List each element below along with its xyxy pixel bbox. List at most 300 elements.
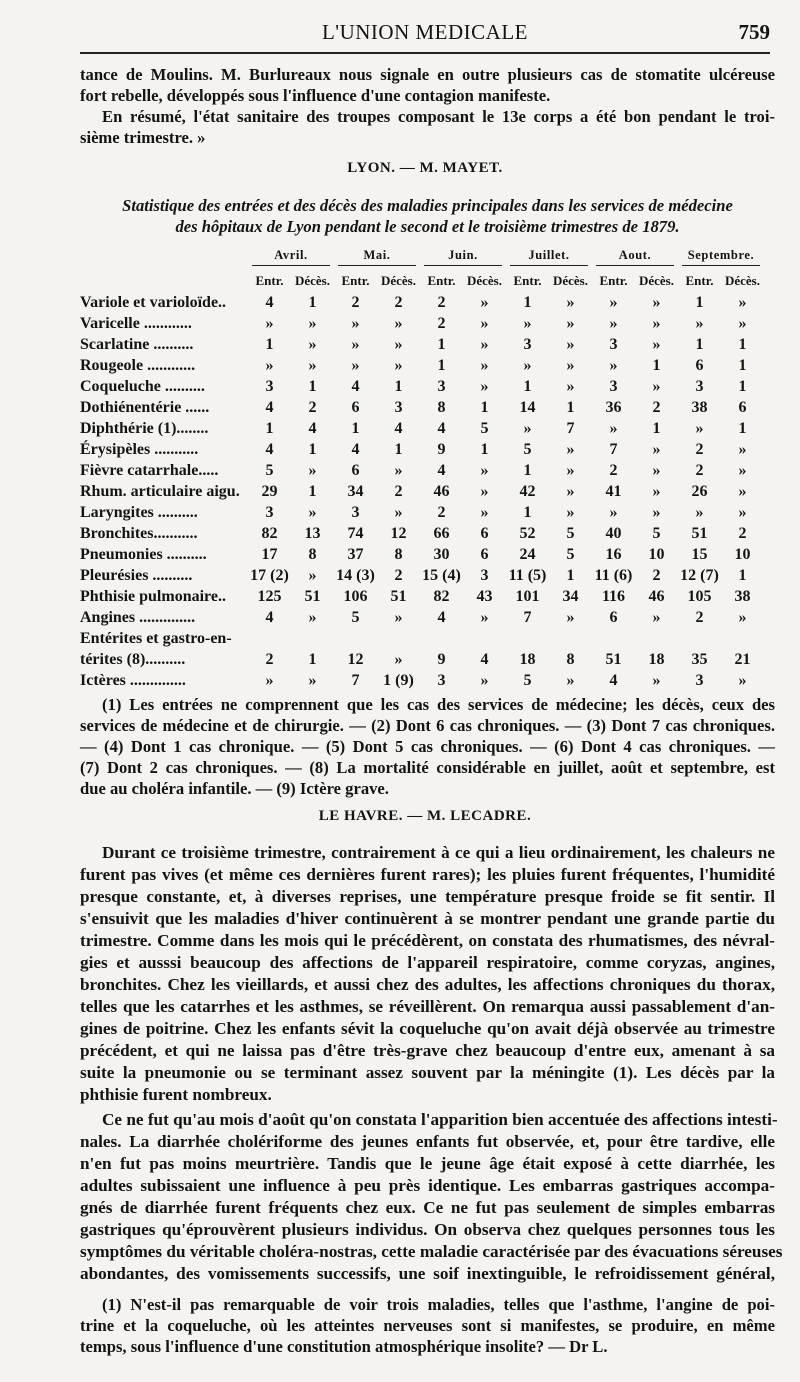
entries-cell: 11 (5) [508,566,547,584]
deaths-cell: 1 [566,566,575,584]
column-header-entries: Entr. [255,273,284,288]
deaths-cell: 1 [738,419,747,437]
entries-cell [678,628,721,649]
column-header-entries: Entr. [599,273,628,288]
entries-cell: 7 [351,671,360,689]
deaths-cell: » [738,482,747,500]
month-header: Juillet. [506,248,592,270]
deaths-cell: » [652,608,661,626]
entries-cell: 26 [691,482,708,500]
table-row [80,397,764,418]
deaths-cell: » [480,293,489,311]
entries-cell: 82 [261,524,278,542]
deaths-cell: » [480,356,489,374]
footnote-line: services de médecine et de chirurgie. — (2) Dont 6 cas chroniques. — (3) Dont 7 cas chroniques. [80,716,775,735]
entries-cell [420,628,463,649]
page-number: 759 [738,20,770,44]
statistics-title-line: des hôpitaux de Lyon pendant le second et le troisième trimestres de 1879. [175,217,680,236]
entries-cell: 2 [695,608,704,626]
deaths-cell: 10 [648,545,665,563]
deaths-cell: » [652,461,661,479]
disease-name: Laryngites .......... [80,503,198,521]
deaths-cell: » [308,566,317,584]
table-row [80,628,764,649]
deaths-cell: 1 [308,482,317,500]
deaths-cell: » [566,356,575,374]
text-line: sième trimestre. » [80,128,206,147]
disease-name: Rougeole ............ [80,356,196,374]
deaths-cell: 1 [308,293,317,311]
entries-cell: 125 [257,587,282,605]
deaths-cell: » [394,335,403,353]
deaths-cell: » [566,314,575,332]
deaths-cell: 2 [394,293,403,311]
deaths-cell: 6 [480,545,489,563]
entries-cell [506,628,549,649]
column-header-deaths: Décès. [552,273,588,288]
deaths-cell: » [394,608,403,626]
month-header: Aout. [592,248,678,270]
deaths-cell: » [652,335,661,353]
entries-cell [592,628,635,649]
deaths-cell: » [480,314,489,332]
table-row [80,565,764,586]
entries-cell: 2 [351,293,360,311]
entries-cell: 42 [519,482,536,500]
statistics-table [80,248,764,691]
deaths-cell: 4 [480,650,489,668]
deaths-cell: 2 [738,524,747,542]
text-line: bronchites. Chez les vieillards, et aussi chez des adultes, les affections chroniques du thorax, [80,975,775,994]
entries-cell: 12 (7) [680,566,719,584]
deaths-cell: 1 [738,335,747,353]
entries-cell: 34 [347,482,364,500]
deaths-cell: 51 [304,587,321,605]
deaths-cell [635,628,678,649]
entries-cell: 2 [609,461,618,479]
entries-cell: » [609,503,618,521]
text-line: En résumé, l'état sanitaire des troupes composant le 13e corps a été bon pendant le troi- [102,107,775,126]
deaths-cell: » [566,671,575,689]
deaths-cell: » [308,356,317,374]
deaths-cell: » [566,377,575,395]
entries-cell: » [265,356,274,374]
text-line: trimestre. Comme dans les mois qui le précédèrent, on constata des rhumatismes, des névral- [80,931,775,950]
table-row [80,670,764,691]
deaths-cell: » [480,482,489,500]
deaths-cell: » [738,314,747,332]
table-row [80,376,764,397]
deaths-cell: 3 [480,566,489,584]
table-row [80,439,764,460]
text-line: gnés de diarrhée furent fréquents chez eux. Ce ne fut pas seulement de simples embarras [80,1198,775,1217]
deaths-cell: 7 [566,419,575,437]
entries-cell: 17 (2) [250,566,289,584]
entries-cell: 6 [351,461,360,479]
entries-cell: » [609,419,618,437]
deaths-cell: » [480,377,489,395]
entries-cell: 1 [265,419,274,437]
entries-cell: 6 [609,608,618,626]
deaths-cell: 1 [394,377,403,395]
table-row [80,460,764,481]
deaths-cell: 2 [394,566,403,584]
disease-name: Fièvre catarrhale..... [80,461,219,479]
deaths-cell: » [480,503,489,521]
deaths-cell: » [566,608,575,626]
entries-cell: 1 [695,293,704,311]
entries-cell: 106 [343,587,368,605]
table-row [80,334,764,355]
deaths-cell: » [394,503,403,521]
deaths-cell: » [480,608,489,626]
text-line: s'ensuivit que les maladies d'hiver continuèrent à se montrer pendant une grande partie du [80,909,775,928]
entries-cell: » [523,314,532,332]
disease-name: Scarlatine .......... [80,335,194,353]
column-header-deaths: Décès. [380,273,416,288]
deaths-cell: » [738,440,747,458]
deaths-cell: » [738,671,747,689]
table-row [80,586,764,607]
entries-cell: 2 [437,293,446,311]
disease-name: Coqueluche .......... [80,377,205,395]
deaths-cell: » [394,356,403,374]
disease-name: Pleurésies .......... [80,566,193,584]
entries-cell: 3 [695,671,704,689]
entries-cell: 7 [609,440,618,458]
entries-cell: 14 [519,398,536,416]
entries-cell: 3 [695,377,704,395]
intro-paragraph [80,64,775,148]
disease-name: Ictères .............. [80,671,186,689]
text-line: Durant ce troisième trimestre, contrairement à ce qui a lieu ordinairement, les chaleurs ne [102,843,775,862]
statistics-title [80,195,775,237]
table-row [80,292,764,313]
subheader-row [80,270,764,292]
entries-cell: » [695,314,704,332]
running-header [80,20,770,50]
column-header-entries: Entr. [685,273,714,288]
entries-cell: » [351,335,360,353]
entries-cell: 3 [523,335,532,353]
entries-cell: 6 [351,398,360,416]
deaths-cell: 2 [308,398,317,416]
entries-cell: 4 [609,671,618,689]
deaths-cell: » [566,293,575,311]
table-row [80,313,764,334]
entries-cell: 14 (3) [336,566,375,584]
disease-name: Phthisie pulmonaire.. [80,587,226,605]
deaths-cell: 12 [390,524,407,542]
deaths-cell: » [480,671,489,689]
deaths-cell: » [652,503,661,521]
entries-cell: 8 [437,398,446,416]
entries-cell: 38 [691,398,708,416]
entries-cell: » [351,314,360,332]
column-header-entries: Entr. [341,273,370,288]
deaths-cell: 5 [652,524,661,542]
text-line: telles que les catarrhes et les asthmes, se réveillèrent. On remarqua aussi passablement d'an- [80,997,775,1016]
deaths-cell: 46 [648,587,665,605]
deaths-cell: 1 [308,377,317,395]
footnote-line: due au choléra infantile. — (9) Ictère grave. [80,779,389,798]
text-line: tance de Moulins. M. Burlureaux nous signale en outre plusieurs cas de stomatite ulcéreuse [80,65,775,84]
entries-cell: 12 [347,650,364,668]
entries-cell: 17 [261,545,278,563]
column-header-entries: Entr. [427,273,456,288]
deaths-cell: 18 [648,650,665,668]
column-header-deaths: Décès. [466,273,502,288]
entries-cell: 5 [351,608,360,626]
column-header-deaths: Décès. [294,273,330,288]
entries-cell: 2 [695,461,704,479]
deaths-cell: 2 [652,398,661,416]
disease-name: Variole et varioloïde.. [80,293,227,311]
deaths-cell: » [566,440,575,458]
entries-cell: 82 [433,587,450,605]
entries-cell: 5 [265,461,274,479]
deaths-cell: 43 [476,587,493,605]
entries-cell: 18 [519,650,536,668]
entries-cell: » [609,293,618,311]
disease-name: Dothiénentérie ...... [80,398,210,416]
month-header: Mai. [334,248,420,270]
section-heading-le-havre: LE HAVRE. — M. LECADRE. [318,808,532,824]
table-row [80,418,764,439]
deaths-cell: 1 [738,356,747,374]
entries-cell: 1 [523,377,532,395]
deaths-cell: 1 [308,650,317,668]
entries-cell: 52 [519,524,536,542]
column-header-deaths: Décès. [638,273,674,288]
disease-name: Angines .............. [80,608,196,626]
deaths-cell: » [566,461,575,479]
entries-cell: 74 [347,524,364,542]
deaths-cell: 5 [566,524,575,542]
journal-title: L'UNION MEDICALE [321,20,528,44]
deaths-cell [721,628,764,649]
text-line: Ce ne fut qu'au mois d'août qu'on constata l'apparition bien accentuée des affections intesti- [102,1110,778,1129]
deaths-cell: » [308,461,317,479]
month-header: Juin. [420,248,506,270]
entries-cell: 37 [347,545,364,563]
deaths-cell: » [566,335,575,353]
table-row [80,481,764,502]
entries-cell: 24 [519,545,536,563]
text-line: précédent, et qui ne laissa pas d'être très-grave chez beaucoup d'entre eux, amenant à sa [80,1041,775,1060]
deaths-cell [377,628,420,649]
entries-cell: 29 [261,482,278,500]
entries-cell: 15 [691,545,708,563]
table-row [80,649,764,670]
entries-cell: 11 (6) [594,566,633,584]
deaths-cell: » [566,482,575,500]
deaths-cell: 13 [304,524,321,542]
entries-cell: 2 [265,650,274,668]
entries-cell: 1 [265,335,274,353]
deaths-cell [291,628,334,649]
deaths-cell: 21 [734,650,751,668]
entries-cell: 7 [523,608,532,626]
deaths-cell: 8 [394,545,403,563]
entries-cell: 2 [695,440,704,458]
entries-cell: 3 [265,503,274,521]
deaths-cell: 1 [738,377,747,395]
entries-cell: 1 [437,335,446,353]
deaths-cell: 3 [394,398,403,416]
deaths-cell: 1 [480,398,489,416]
deaths-cell: 1 [480,440,489,458]
entries-cell: 46 [433,482,450,500]
disease-name: Pneumonies .......... [80,545,207,563]
entries-cell: 4 [265,608,274,626]
deaths-cell: 5 [480,419,489,437]
entries-cell: 3 [609,377,618,395]
text-line: n'en fut pas moins meurtrière. Tandis que le jeune âge était exposé à cette diarrhée, les [80,1154,775,1173]
month-header-row [80,248,764,270]
text-line: adultes subissaient une influence à peu près identique. Les embarras gastriques accompa- [80,1176,775,1195]
footnote-line: (7) Dont 2 cas chroniques. — (8) La mortalité considérable en juillet, août et septembre, est [80,758,775,777]
entries-cell: 3 [609,335,618,353]
text-line: fort rebelle, développés sous l'influence d'une contagion manifeste. [80,86,551,105]
entries-cell: 51 [691,524,708,542]
entries-cell: 5 [523,671,532,689]
body-paragraph-2 [80,1109,783,1285]
entries-cell: » [609,314,618,332]
deaths-cell: » [738,293,747,311]
entries-cell: 36 [605,398,622,416]
deaths-cell: » [652,293,661,311]
entries-cell: 4 [265,293,274,311]
text-line: presque constante, et, à diverses reprises, une température presque froide se fit sentir. Il [80,887,775,906]
deaths-cell: 1 [652,419,661,437]
deaths-cell: 2 [394,482,403,500]
deaths-cell: » [394,461,403,479]
table-row [80,523,764,544]
deaths-cell: » [480,335,489,353]
entries-cell [334,628,377,649]
entries-cell: 4 [437,608,446,626]
deaths-cell: » [308,335,317,353]
deaths-cell: 4 [394,419,403,437]
text-line: furent pas vives (et même ces dernières furent rares); les pluies furent fréquentes, l'humidité [80,865,775,884]
deaths-cell: » [308,314,317,332]
entries-cell: » [523,356,532,374]
footnote-paragraph [80,1294,775,1357]
text-line: nales. La diarrhée cholériforme des jeunes enfants fut observée, et, pour être tardive, elle [80,1132,775,1151]
deaths-cell: 8 [308,545,317,563]
entries-cell: 15 (4) [422,566,461,584]
deaths-cell: » [480,461,489,479]
entries-cell: 66 [433,524,450,542]
entries-cell: 6 [695,356,704,374]
entries-cell: 3 [351,503,360,521]
statistics-title-line: Statistique des entrées et des décès des maladies principales dans les services de médecine [122,196,733,215]
text-line: suite la pneumonie ou se terminant assez souvent par la méningite (1). Les décès par la [80,1063,775,1082]
deaths-cell [549,628,592,649]
deaths-cell: 2 [652,566,661,584]
entries-cell: 4 [437,419,446,437]
disease-name: Érysipèles ........... [80,440,199,458]
entries-cell: 51 [605,650,622,668]
disease-name: Rhum. articulaire aigu. [80,482,240,500]
deaths-cell: » [566,503,575,521]
disease-name: Varicelle ............ [80,314,192,332]
entries-cell: 4 [265,398,274,416]
deaths-cell: » [652,482,661,500]
footnote-line: — (4) Dont 1 cas chronique. — (5) Dont 5 cas chroniques. — (6) Dont 4 cas chroniques. — [80,737,775,756]
disease-name: Diphthérie (1)........ [80,419,209,437]
deaths-cell: » [394,314,403,332]
entries-cell: 30 [433,545,450,563]
entries-cell: 16 [605,545,622,563]
entries-cell: 35 [691,650,708,668]
text-line: gines de poitrine. Chez les enfants sévit la coqueluche qu'on avait déjà observée au trimestre [80,1019,775,1038]
entries-cell: 1 [437,356,446,374]
column-header-deaths: Décès. [724,273,760,288]
deaths-cell: » [652,440,661,458]
entries-cell: 1 [523,503,532,521]
entries-cell: » [265,671,274,689]
text-line: abondantes, des vomissements successifs, une soif inextinguible, le refroidissement général, [80,1264,775,1283]
entries-cell: 1 [523,293,532,311]
deaths-cell: 10 [734,545,751,563]
entries-cell: » [695,419,704,437]
entries-cell: » [523,419,532,437]
entries-cell: 3 [265,377,274,395]
text-line: temps, sous l'influence d'une constitution atmosphérique insolite? — Dr L. [80,1337,608,1356]
entries-cell: 40 [605,524,622,542]
entries-cell: 4 [437,461,446,479]
entries-cell: 3 [437,377,446,395]
entries-cell: 5 [523,440,532,458]
deaths-cell: » [652,377,661,395]
deaths-cell: 38 [734,587,751,605]
deaths-cell: 6 [738,398,747,416]
deaths-cell [463,628,506,649]
table-row [80,607,764,628]
disease-name: térites (8).......... [80,650,186,668]
entries-cell: 4 [265,440,274,458]
entries-cell: » [695,503,704,521]
deaths-cell: 1 [308,440,317,458]
header-rule [80,52,770,54]
deaths-cell: 8 [566,650,575,668]
deaths-cell: 34 [562,587,579,605]
deaths-cell: » [308,608,317,626]
entries-cell: 4 [351,440,360,458]
deaths-cell: 1 [566,398,575,416]
deaths-cell: » [738,503,747,521]
deaths-cell: 1 (9) [383,671,414,689]
month-header: Avril. [248,248,334,270]
entries-cell: 2 [437,314,446,332]
table-row [80,544,764,565]
table-row [80,502,764,523]
entries-cell: » [609,356,618,374]
entries-cell: 116 [601,587,626,605]
entries-cell: 4 [351,377,360,395]
disease-name: Entérites et gastro-en- [80,629,232,647]
disease-name: Bronchites........... [80,524,198,542]
deaths-cell: 4 [308,419,317,437]
entries-cell: 41 [605,482,622,500]
table-footnotes [80,694,775,799]
deaths-cell: » [308,671,317,689]
section-heading-lyon: LYON. — M. MAYET. [347,160,503,176]
deaths-cell: » [394,650,403,668]
deaths-cell: 6 [480,524,489,542]
